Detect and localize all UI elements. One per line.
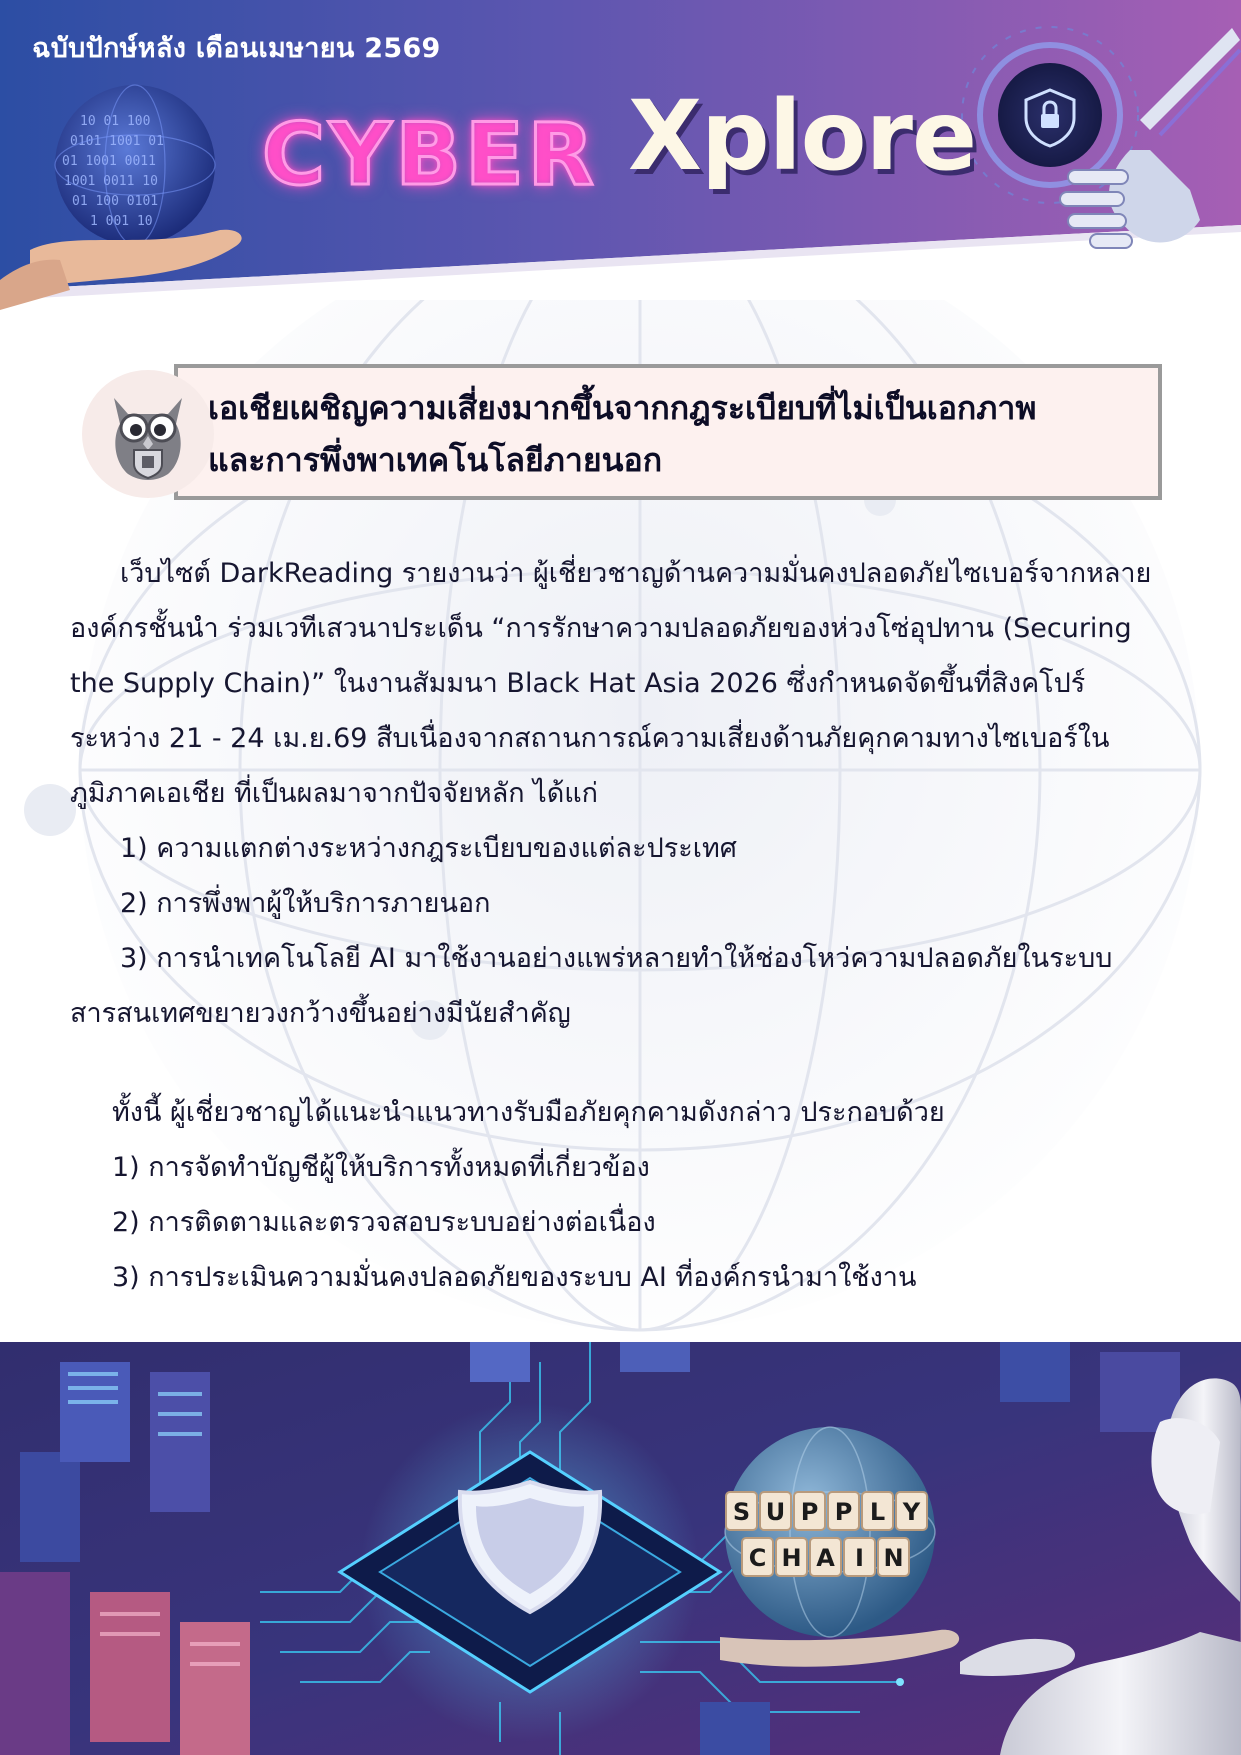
article-title-line2: และการพึ่งพาเทคโนโลยีภายนอก	[208, 441, 663, 479]
recommendation-item-2: 2) การติดตามและตรวจสอบระบบอย่างต่อเนื่อง	[112, 1207, 656, 1238]
supply-letter-2: U	[765, 1498, 786, 1526]
chain-letter-2: H	[781, 1544, 802, 1572]
article-body	[70, 546, 1164, 1305]
article-title	[208, 382, 1148, 486]
supply-letter-3: P	[800, 1498, 819, 1526]
factor-item-2: 2) การพึ่งพาผู้ให้บริการภายนอก	[120, 888, 491, 919]
chain-letter-3: A	[816, 1544, 835, 1572]
factor-item-1: 1) ความแตกต่างระหว่างกฎระเบียบของแต่ละประเทศ	[120, 833, 737, 864]
supply-letter-5: L	[869, 1498, 886, 1526]
recommendation-item-1: 1) การจัดทำบัญชีผู้ให้บริการทั้งหมดที่เกี่ยวข้อง	[112, 1152, 650, 1183]
supply-letter-1: S	[732, 1498, 751, 1526]
issue-date: ฉบับปักษ์หลัง เดือนเมษายน 2569	[32, 33, 441, 64]
svg-text:0101 1001 01: 0101 1001 01	[70, 134, 164, 149]
chain-letter-4: I	[855, 1544, 864, 1572]
chain-letter-1: C	[748, 1544, 767, 1572]
supply-letter-6: Y	[902, 1498, 921, 1526]
article-intro-paragraph: เว็บไซต์ DarkReading รายงานว่า ผู้เชี่ยวชาญด้านความมั่นคงปลอดภัยไซเบอร์จากหลายองค์กรชั้นนำ ร่วมเวทีเสวนาประเด็น “การรักษาความปลอดภัยของห่วงโซ่อุปทาน (Securing the Supply Chain)” ในงานสัมมนา Black Hat Asia 2026 ซึ่งกำหนดจัดขึ้นที่สิงคโปร์ ระหว่าง 21 - 24 เม.ย.69 สืบเนื่องจากสถานการณ์ความเสี่ยงด้านภัยคุกคามทางไซเบอร์ในภูมิภาคเอเชีย ที่เป็นผลมาจากปัจจัยหลัก ได้แก่	[70, 558, 1152, 809]
svg-text:1001 0011 10: 1001 0011 10	[64, 174, 158, 189]
factor-item-3: 3) การนำเทคโนโลยี AI มาใช้งานอย่างแพร่หลายทำให้ช่องโหว่ความปลอดภัยในระบบสารสนเทศขยายวงกว้างขึ้นอย่างมีนัยสำคัญ	[70, 943, 1113, 1029]
chain-letter-5: N	[883, 1544, 904, 1572]
footer-illustration	[0, 1342, 1241, 1755]
article-title-line1: เอเชียเผชิญความเสี่ยงมากขึ้นจากกฎระเบียบที่ไม่เป็นเอกภาพ	[208, 389, 1037, 427]
svg-text:01 100 0101: 01 100 0101	[72, 194, 159, 209]
header-banner	[0, 0, 1241, 340]
svg-text:10 01 100: 10 01 100	[80, 114, 151, 129]
logo-xplore-text: Xplore	[628, 80, 977, 192]
svg-text:1 001 10: 1 001 10	[90, 214, 153, 229]
recommendation-intro: ทั้งนี้ ผู้เชี่ยวชาญได้แนะนำแนวทางรับมือภัยคุกคามดังกล่าว ประกอบด้วย	[112, 1097, 945, 1128]
svg-text:01 1001 0011: 01 1001 0011	[62, 154, 156, 169]
chain-letter-blocks	[742, 1538, 909, 1576]
owl-icon	[104, 384, 192, 484]
owl-logo-badge	[82, 370, 214, 498]
recommendation-item-3: 3) การประเมินความมั่นคงปลอดภัยของระบบ AI ที่องค์กรนำมาใช้งาน	[112, 1262, 917, 1293]
robot-hand-shield-illustration	[950, 20, 1241, 280]
logo-cyber-text: CYBER	[262, 105, 598, 205]
supply-chain-circuit-illustration	[0, 1342, 1241, 1755]
supply-letter-4: P	[834, 1498, 853, 1526]
